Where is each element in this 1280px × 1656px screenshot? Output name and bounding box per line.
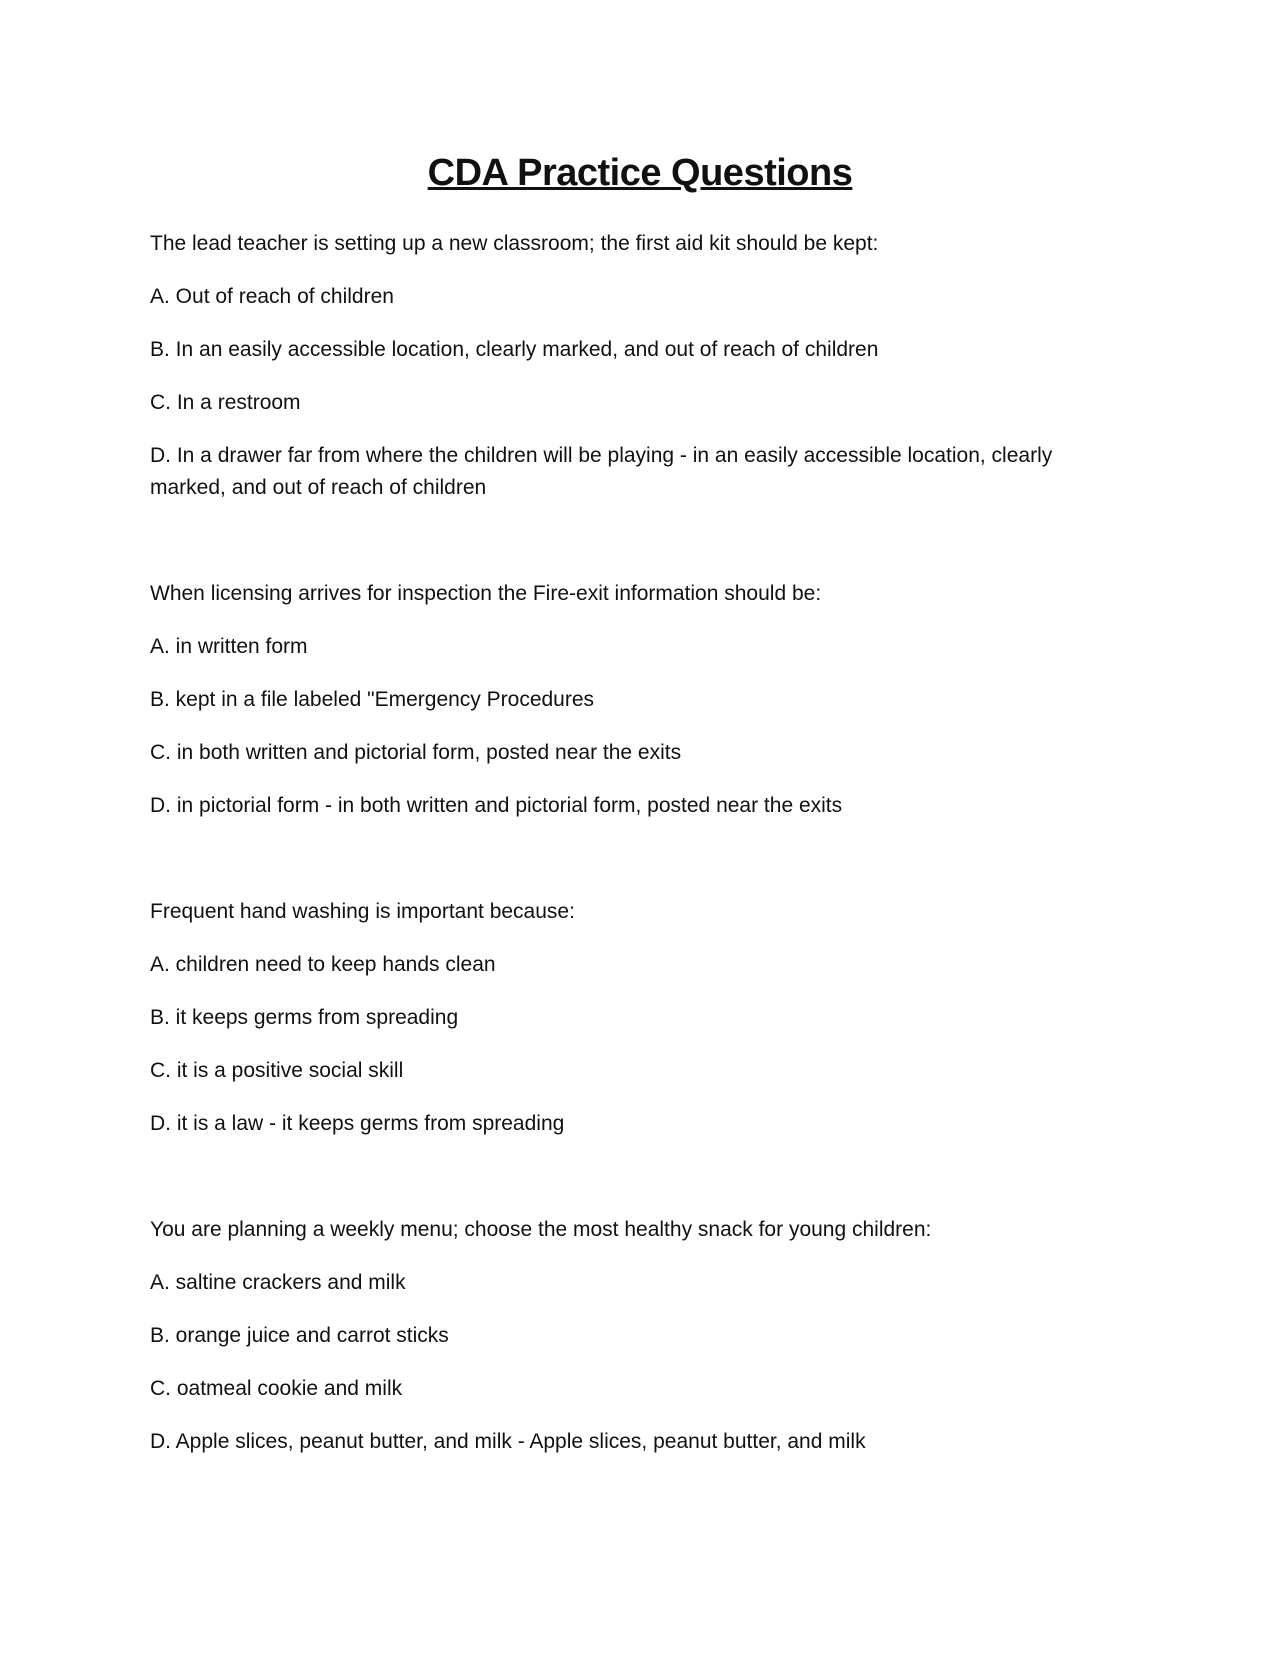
question-prompt: When licensing arrives for inspection the Fire-exit information should be: <box>150 582 822 605</box>
answer-option: B. kept in a file labeled "Emergency Procedures <box>150 688 595 711</box>
question-prompt: Frequent hand washing is important because: <box>150 900 575 923</box>
answer-option: A. saltine crackers and milk <box>150 1271 406 1294</box>
answer-option: C. in both written and pictorial form, posted near the exits <box>150 741 682 764</box>
page-title: CDA Practice Questions <box>427 152 853 194</box>
answer-option: C. In a restroom <box>150 391 301 414</box>
answer-option: B. orange juice and carrot sticks <box>150 1324 449 1347</box>
answer-option: C. oatmeal cookie and milk <box>150 1377 403 1400</box>
answer-option: D. Apple slices, peanut butter, and milk - Apple slices, peanut butter, and milk <box>150 1430 866 1453</box>
answer-option: D. In a drawer far from where the children will be playing - in an easily accessible location, clearly marked, and out of reach of children <box>150 444 1053 499</box>
question-prompt: The lead teacher is setting up a new classroom; the first aid kit should be kept: <box>150 232 879 255</box>
answer-option: B. In an easily accessible location, clearly marked, and out of reach of children <box>150 338 879 361</box>
answer-option: A. in written form <box>150 635 308 658</box>
answer-option: A. children need to keep hands clean <box>150 953 496 976</box>
answer-option: C. it is a positive social skill <box>150 1059 404 1082</box>
answer-option: D. it is a law - it keeps germs from spreading <box>150 1112 565 1135</box>
answer-option: D. in pictorial form - in both written and pictorial form, posted near the exits <box>150 794 843 817</box>
answer-option: B. it keeps germs from spreading <box>150 1006 459 1029</box>
question-prompt: You are planning a weekly menu; choose the most healthy snack for young children: <box>150 1218 932 1241</box>
answer-option: A. Out of reach of children <box>150 285 394 308</box>
